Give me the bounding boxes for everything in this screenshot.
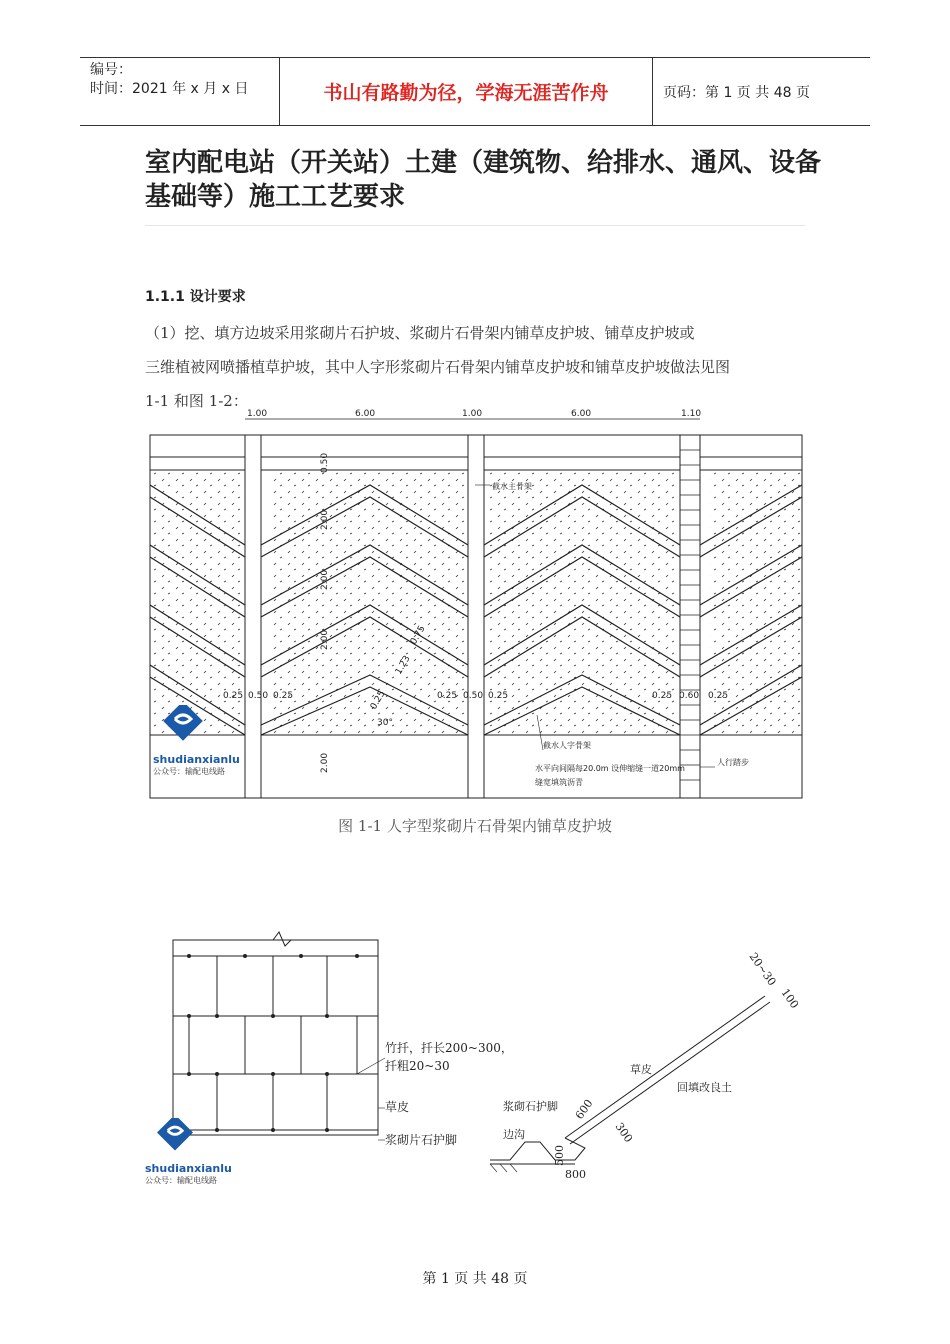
header-page-info: 页码：第 1 页 共 48 页 bbox=[663, 84, 810, 101]
dim-left-5: 2.00 bbox=[320, 752, 330, 773]
document-title: 室内配电站（开关站）土建（建筑物、给排水、通风、设备基础等）施工工艺要求 bbox=[145, 148, 822, 212]
dim-left-1: 0.50 bbox=[320, 452, 330, 473]
label-rib: 截水人字骨架 bbox=[543, 741, 591, 750]
dim-mid: 0.25 bbox=[223, 691, 244, 701]
label-foot: 浆砌片石护脚 bbox=[385, 1133, 458, 1147]
diag-label: 1.23 bbox=[393, 654, 413, 677]
page-header bbox=[80, 57, 870, 126]
label-drain: 截水主骨架 bbox=[492, 482, 532, 491]
watermark-sub: 公众号：输配电线路 bbox=[145, 1176, 217, 1185]
dim-top-4: 6.00 bbox=[571, 409, 592, 419]
figure-2-svg bbox=[145, 928, 805, 1188]
logo-icon bbox=[153, 705, 213, 749]
watermark-logo bbox=[153, 705, 240, 777]
logo-icon bbox=[145, 1118, 205, 1158]
dim-top-2: 6.00 bbox=[355, 409, 376, 419]
dim-fig2: 600 bbox=[572, 1097, 596, 1122]
dim-top-3: 1.00 bbox=[462, 409, 483, 419]
paragraph-line: 三维植被网喷播植草护坡，其中人字形浆砌片石骨架内铺草皮护坡和铺草皮护坡做法见图 bbox=[145, 358, 731, 376]
dim-mid: 0.50 bbox=[463, 691, 484, 701]
watermark-name: shudianxianlu bbox=[145, 1162, 232, 1175]
dim-fig2: 20~30 bbox=[746, 950, 779, 989]
body-paragraph bbox=[145, 316, 805, 418]
label-stake2: 扦粗20~30 bbox=[385, 1059, 450, 1073]
dim-top-5: 1.10 bbox=[681, 409, 702, 419]
diag-label: 0.75 bbox=[408, 624, 428, 647]
paragraph-line: （1）挖、填方边坡采用浆砌片石护坡、浆砌片石骨架内铺草皮护坡、铺草皮护坡或 bbox=[145, 324, 695, 342]
angle-label: 30° bbox=[377, 718, 393, 728]
label-joint: 水平向间隔每20.0m 设伸缩缝一道20mm bbox=[535, 764, 685, 773]
title-divider bbox=[145, 225, 805, 226]
page-footer: 第 1 页 共 48 页 bbox=[422, 1271, 528, 1287]
label-backfill: 回填改良土 bbox=[677, 1081, 732, 1094]
dim-mid: 0.25 bbox=[273, 691, 294, 701]
dim-mid: 0.50 bbox=[248, 691, 269, 701]
header-number: 编号： bbox=[90, 62, 132, 78]
paragraph-line: 1-1 和图 1-2： bbox=[145, 392, 248, 410]
dim-left-2: 2.00 bbox=[320, 509, 330, 530]
section-heading: 1.1.1 设计要求 bbox=[145, 289, 246, 305]
dim-mid: 0.25 bbox=[488, 691, 509, 701]
label-ditch: 边沟 bbox=[503, 1128, 525, 1141]
dim-top-1: 1.00 bbox=[247, 409, 268, 419]
label-joint2: 缝宽填筑沥青 bbox=[535, 778, 583, 787]
figure-1-svg bbox=[145, 405, 805, 800]
label-steps: 人行踏步 bbox=[717, 758, 749, 767]
figure-1-drawing bbox=[145, 405, 805, 800]
label-grass2: 草皮 bbox=[630, 1063, 652, 1076]
diag-label: 0.25 bbox=[368, 689, 388, 712]
dim-mid: 0.25 bbox=[652, 691, 673, 701]
header-motto: 书山有路勤为径，学海无涯苦作舟 bbox=[280, 58, 653, 125]
dim-fig2: 800 bbox=[565, 1168, 586, 1181]
header-time: 时间：2021 年 x 月 x 日 bbox=[90, 81, 249, 97]
figure-2-drawing bbox=[145, 928, 805, 1188]
watermark-logo-2 bbox=[145, 1118, 232, 1186]
label-stake: 竹扦，扦长200~300， bbox=[385, 1041, 513, 1055]
dim-left-4: 2.00 bbox=[320, 629, 330, 650]
dim-fig2: 500 bbox=[553, 1145, 566, 1166]
dim-mid: 0.60 bbox=[679, 691, 700, 701]
label-grass: 草皮 bbox=[385, 1100, 410, 1114]
dim-mid: 0.25 bbox=[708, 691, 729, 701]
watermark-name: shudianxianlu bbox=[153, 753, 240, 766]
label-foot2: 浆砌石护脚 bbox=[503, 1100, 558, 1113]
dim-fig2: 100 bbox=[778, 986, 802, 1011]
figure-1-caption: 图 1-1 人字型浆砌片石骨架内铺草皮护坡 bbox=[338, 817, 612, 835]
dim-mid: 0.25 bbox=[437, 691, 458, 701]
dim-fig2: 300 bbox=[612, 1120, 636, 1145]
dim-left-3: 2.00 bbox=[320, 569, 330, 590]
header-meta bbox=[80, 58, 280, 125]
watermark-sub: 公众号：输配电线路 bbox=[153, 767, 225, 776]
